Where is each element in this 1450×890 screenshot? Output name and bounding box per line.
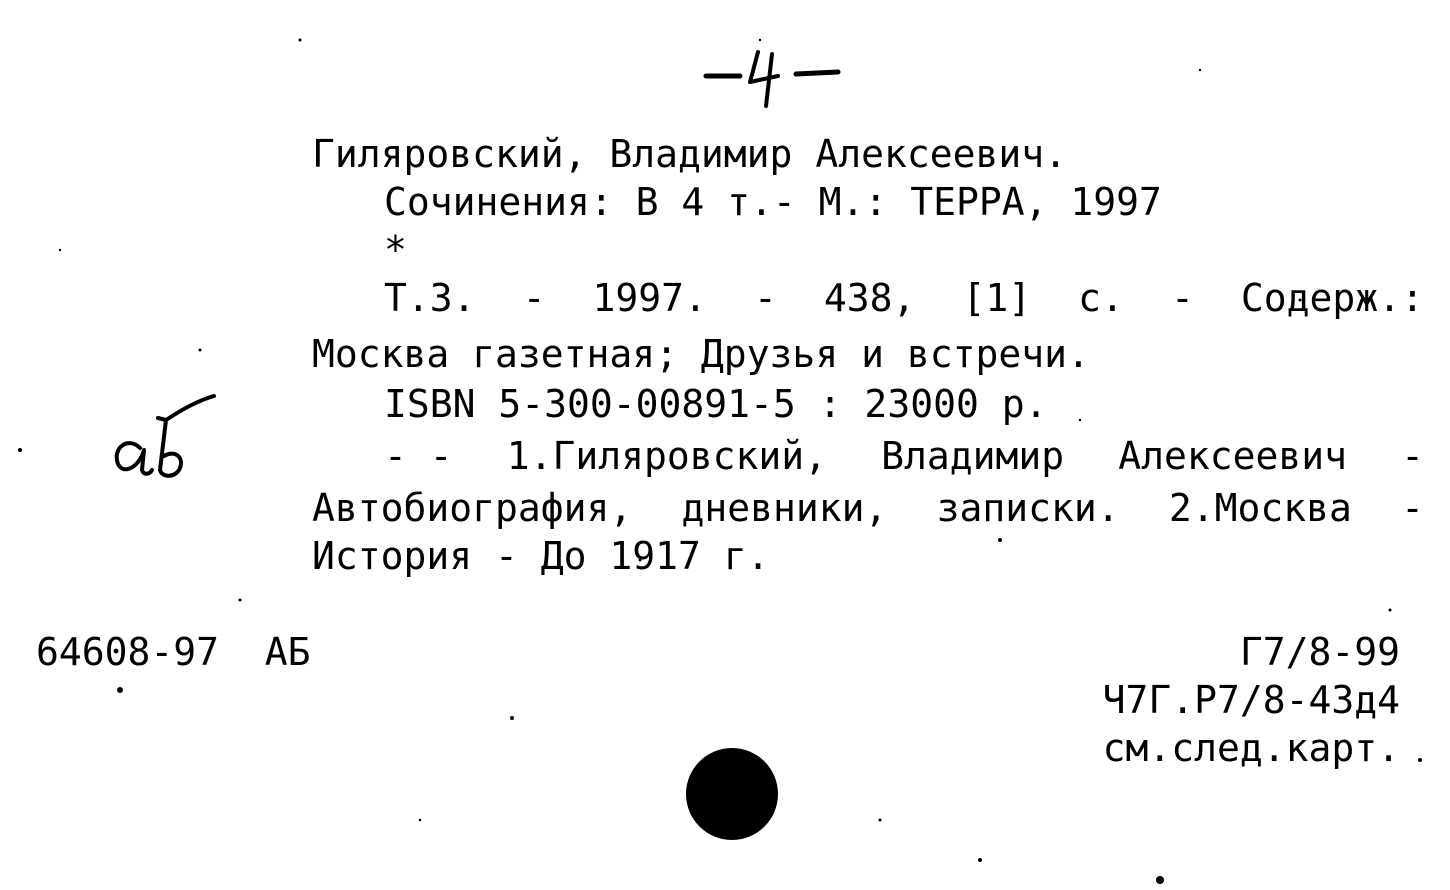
classification-code-2: Ч7Г.Р7/8-43д4 [1102,678,1400,722]
volume-asterisk: * [384,228,407,272]
subjects-line-1 [384,432,1424,480]
punch-hole [686,748,778,840]
volume-part: [1] [962,276,1032,320]
title-publication-line: Сочинения: В 4 т.- М.: ТЕРРА, 1997 [384,180,1162,224]
subject-part: - - [384,434,453,478]
volume-part: 1997. [592,276,707,320]
volume-description-line [384,274,1424,322]
classification-code-1: Г7/8-99 [1239,630,1400,674]
subject-part: Алексеевич [1118,434,1347,478]
subject-part: дневники, [681,486,888,530]
subject-part: Автобиография, [312,486,633,530]
volume-part: - [1170,276,1194,320]
accession-number: 64608-97 АБ [36,630,311,674]
volume-part: - [522,276,546,320]
subject-part: 2.Москва [1168,486,1352,530]
volume-part: - [753,276,777,320]
subject-part: записки. [936,486,1120,530]
handwritten-mark [100,390,230,490]
subject-part: - [1401,434,1424,478]
subject-part: 1.Гиляровский, [506,434,828,478]
subjects-line-2 [312,484,1424,532]
page-number-handwritten [700,40,850,110]
subjects-line-3: История - До 1917 г. [312,534,770,578]
volume-part: Содерж.: [1240,276,1424,320]
volume-part: с. [1078,276,1124,320]
volume-part: 438, [823,276,916,320]
author-heading: Гиляровский, Владимир Алексеевич. [312,132,1067,176]
see-next-card-note: см.след.карт. [1102,726,1400,770]
contents-line: Москва газетная; Друзья и встречи. [312,332,1090,376]
volume-part: Т.3. [384,276,476,320]
subject-part: - [1401,486,1424,530]
subject-part: Владимир [881,434,1065,478]
isbn-price-line: ISBN 5-300-00891-5 : 23000 р. [384,382,1048,426]
